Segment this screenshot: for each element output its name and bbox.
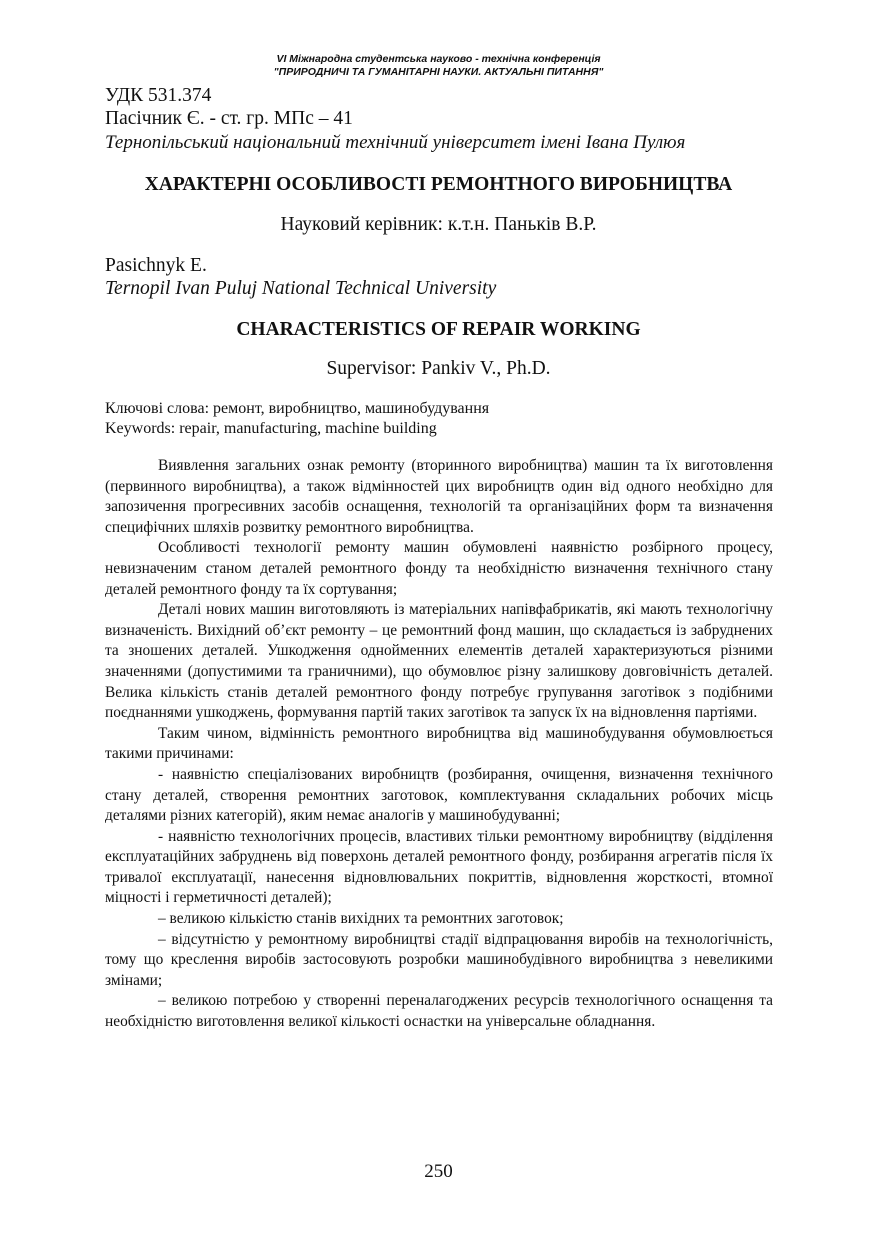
body-text [105,456,773,1033]
supervisor-ua: Науковий керівник: к.т.н. Паньків В.Р. [280,214,597,235]
body-paragraph: Виявлення загальних ознак ремонту (вторинного виробництва) машин та їх виготовлення (первинного виробництва), а також відмінностей цих виробництв один від одного необхідно для запозичення прогресивних засобів оснащення, технологій та організаційних форм та визначення специфічних шляхів розвитку ремонтного виробництва. [105,457,773,536]
body-paragraph: Таким чином, відмінність ремонтного виробництва від машинобудування обумовлюється такими причинами: [105,724,773,763]
supervisor-en: Supervisor: Pankiv V., Ph.D. [326,358,551,379]
udk-code: УДК 531.374 [105,85,212,106]
body-list-item: – великою кількістю станів вихідних та ремонтних заготовок; [158,910,564,928]
affiliation-en: Ternopil Ivan Puluj National Technical University [105,278,497,299]
body-paragraph: Деталі нових машин виготовляють із матеріальних напівфабрикатів, які мають технологічну визначеність. Вихідний об’єкт ремонту – це ремонтний фонд машин, що складається із забруднених та зношених деталей. Ушкодження однойменних елементів деталей характеризуються різними значеннями (допустимими та граничними), що обумовлює різну залишкову довговічність деталей. Велика кількість станів деталей ремонтного фонду потребує групування заготівок з подібними поєднаннями ушкоджень, формування партій таких заготівок та запуск їх на відновлення партіями. [105,601,773,722]
conference-header-line-2: "ПРИРОДНИЧІ ТА ГУМАНІТАРНІ НАУКИ. АКТУАЛЬНІ ПИТАННЯ" [273,66,604,78]
body-list-item: - наявністю спеціалізованих виробництв (розбирання, очищення, визначення технічного стану деталей, створення ремонтних заготовок, комплектування складальних робочих місць деталями різних категорій), яким немає аналогів у машинобудуванні; [105,765,773,825]
affiliation-ua: Тернопільський національний технічний університет імені Івана Пулюя [105,132,686,153]
body-list-item: – відсутністю у ремонтному виробництві стадії відпрацювання виробів на технологічність, тому що креслення виробів застосовують розробки машинобудівного виробництва з невеликими змінами; [105,930,773,989]
page-number: 250 [424,1161,453,1182]
keywords-en: Keywords: repair, manufacturing, machine building [105,420,437,437]
body-list-item: - наявністю технологічних процесів, властивих тільки ремонтному виробництву (відділення експлуатаційних забруднень від поверхонь деталей ремонтного фонду, розбирання агрегатів після їх тривалої експлуатації, нанесення відновлювальних покриттів, відновлення жорсткості, втомної міцності і герметичності деталей); [105,827,773,907]
title-en: CHARACTERISTICS OF REPAIR WORKING [236,319,641,340]
title-ua: ХАРАКТЕРНІ ОСОБЛИВОСТІ РЕМОНТНОГО ВИРОБНИЦТВА [144,174,733,195]
body-list-item: – великою потребою у створенні переналагоджених ресурсів технологічного оснащення та необхідністю виготовлення великої кількості оснастки на універсальне обладнання. [105,992,773,1031]
body-paragraph: Особливості технології ремонту машин обумовлені наявністю розбірного процесу, невизначеним станом деталей ремонтного фонду та необхідністю визначення технічного стану деталей ремонтного фонду та їх сортування; [105,539,773,598]
author-ua: Пасічник Є. - ст. гр. МПс – 41 [105,108,353,129]
conference-header-line-1: VI Міжнародна студентська науково - технічна конференція [276,53,601,65]
author-en: Pasichnyk E. [105,255,207,276]
keywords-ua: Ключові слова: ремонт, виробництво, машинобудування [105,400,490,417]
